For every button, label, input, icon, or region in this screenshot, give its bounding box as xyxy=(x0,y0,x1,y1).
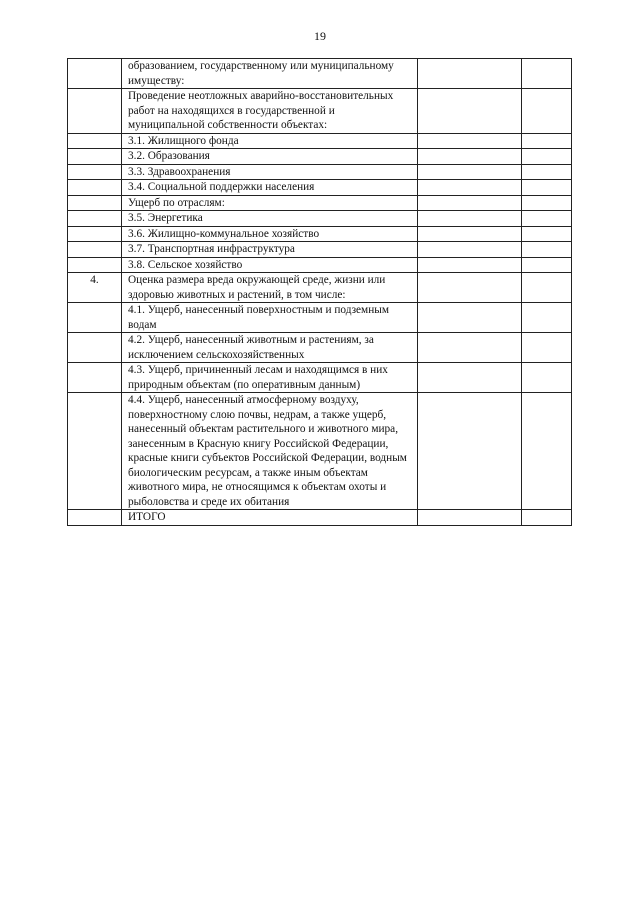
row-text-cell: Оценка размера вреда окружающей среде, жизни или здоровью животных и растений, в том числе: xyxy=(122,273,418,303)
row-number-cell xyxy=(68,393,122,510)
table-row xyxy=(68,211,572,227)
value-cell xyxy=(418,510,522,526)
total-label: ИТОГО xyxy=(122,510,418,526)
row-number-cell xyxy=(68,363,122,393)
row-text-cell: 3.2. Образования xyxy=(122,149,418,165)
row-text-cell: 4.1. Ущерб, нанесенный поверхностным и подземным водам xyxy=(122,303,418,333)
table-row xyxy=(68,257,572,273)
row-text-cell: 3.5. Энергетика xyxy=(122,211,418,227)
row-text-cell: 3.7. Транспортная инфраструктура xyxy=(122,242,418,258)
row-text-cell: 4.2. Ущерб, нанесенный животным и растениям, за исключением сельскохозяйственных xyxy=(122,333,418,363)
row-number-cell xyxy=(68,257,122,273)
row-text-cell: 3.6. Жилищно-коммунальное хозяйство xyxy=(122,226,418,242)
value-cell xyxy=(418,393,522,510)
value-cell xyxy=(522,393,572,510)
value-cell xyxy=(522,510,572,526)
row-text-cell: Ущерб по отраслям: xyxy=(122,195,418,211)
table-row xyxy=(68,303,572,333)
value-cell xyxy=(522,133,572,149)
value-cell xyxy=(418,133,522,149)
value-cell xyxy=(418,242,522,258)
value-cell xyxy=(418,211,522,227)
value-cell xyxy=(418,149,522,165)
row-number-cell xyxy=(68,164,122,180)
value-cell xyxy=(418,257,522,273)
value-cell xyxy=(522,59,572,89)
value-cell xyxy=(522,180,572,196)
value-cell xyxy=(418,195,522,211)
table-row xyxy=(68,133,572,149)
value-cell xyxy=(418,363,522,393)
table-row xyxy=(68,59,572,89)
row-text-cell: 3.1. Жилищного фонда xyxy=(122,133,418,149)
value-cell xyxy=(522,273,572,303)
row-number-cell xyxy=(68,180,122,196)
row-number-cell xyxy=(68,59,122,89)
row-text-cell: Проведение неотложных аварийно-восстановительных работ на находящихся в государственной и муниципальной собственности объектах: xyxy=(122,89,418,134)
value-cell xyxy=(418,180,522,196)
table-row xyxy=(68,242,572,258)
value-cell xyxy=(522,211,572,227)
row-number-cell xyxy=(68,226,122,242)
value-cell xyxy=(522,257,572,273)
value-cell xyxy=(418,89,522,134)
row-number-cell xyxy=(68,195,122,211)
table-row xyxy=(68,226,572,242)
row-number-cell xyxy=(68,242,122,258)
damage-assessment-table xyxy=(67,58,572,526)
value-cell xyxy=(522,164,572,180)
table-row xyxy=(68,333,572,363)
value-cell xyxy=(418,273,522,303)
row-text-cell: образованием, государственному или муниципальному имуществу: xyxy=(122,59,418,89)
table-row xyxy=(68,393,572,510)
table-row xyxy=(68,273,572,303)
row-number-cell xyxy=(68,510,122,526)
value-cell xyxy=(418,226,522,242)
value-cell xyxy=(522,363,572,393)
page-number: 19 xyxy=(314,29,326,43)
table-row xyxy=(68,149,572,165)
row-number-cell xyxy=(68,303,122,333)
row-text-cell: 4.3. Ущерб, причиненный лесам и находящимся в них природным объектам (по оперативным данным) xyxy=(122,363,418,393)
table-row xyxy=(68,180,572,196)
total-row xyxy=(68,510,572,526)
row-text-cell: 3.8. Сельское хозяйство xyxy=(122,257,418,273)
table-row xyxy=(68,363,572,393)
row-number-cell xyxy=(68,133,122,149)
value-cell xyxy=(522,89,572,134)
table-row xyxy=(68,164,572,180)
table-row xyxy=(68,195,572,211)
value-cell xyxy=(522,195,572,211)
value-cell xyxy=(418,333,522,363)
row-number-cell xyxy=(68,89,122,134)
value-cell xyxy=(522,226,572,242)
row-number-cell xyxy=(68,333,122,363)
row-text-cell: 3.3. Здравоохранения xyxy=(122,164,418,180)
value-cell xyxy=(522,303,572,333)
row-number-cell xyxy=(68,211,122,227)
row-number-cell xyxy=(68,149,122,165)
value-cell xyxy=(418,59,522,89)
value-cell xyxy=(522,333,572,363)
row-text-cell: 4.4. Ущерб, нанесенный атмосферному воздуху, поверхностному слою почвы, недрам, а также ущерб, нанесенный объектам растительного и животного мира, занесенным в Красную книгу Российской Федерации, красные книги субъектов Российской Федерации, водным биологическим ресурсам, а также иным объектам животного мира, не относящимся к объектам охоты и рыболовства и среде их обитания xyxy=(122,393,418,510)
row-number-cell: 4. xyxy=(68,273,122,303)
value-cell xyxy=(522,242,572,258)
value-cell xyxy=(418,303,522,333)
row-text-cell: 3.4. Социальной поддержки населения xyxy=(122,180,418,196)
value-cell xyxy=(522,149,572,165)
table-row xyxy=(68,89,572,134)
value-cell xyxy=(418,164,522,180)
